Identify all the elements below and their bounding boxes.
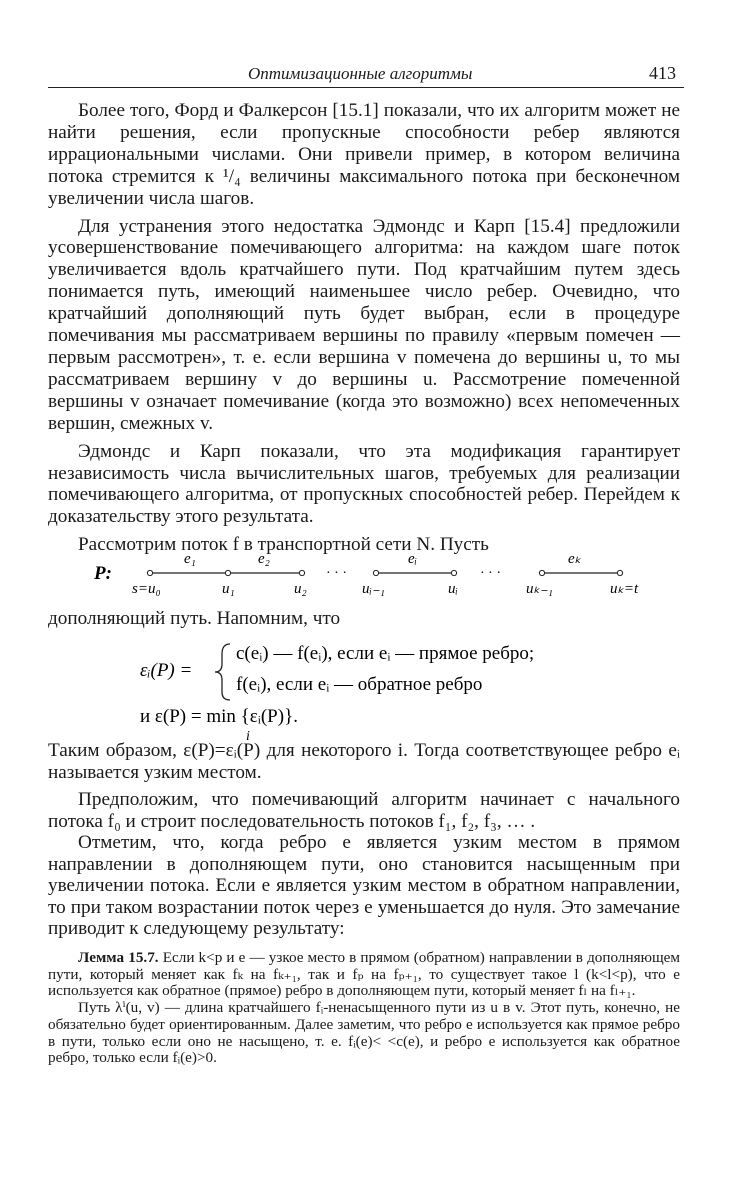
edge-label: eᵢ	[408, 551, 418, 567]
lemma-label: Лемма 15.7.	[78, 949, 159, 966]
paragraph-bottleneck: Таким образом, ε(P)=εᵢ(P) для некоторого i. Тогда соответствующее ребро eᵢ называется узким местом.	[48, 740, 680, 783]
curly-brace	[215, 644, 230, 700]
vertex-label: uₖ₋₁	[526, 581, 554, 597]
path-label: P:	[94, 563, 112, 584]
path-ellipsis: · · ·	[326, 566, 347, 581]
path-vertex	[539, 570, 544, 575]
running-header	[48, 62, 684, 88]
paragraph-observation: Отметим, что, когда ребро e является узким местом в прямом направлении в дополняющем пути, оно становится насыщенным при увеличении потока. Если e является узким местом в обратном направлении, то при таком возрастании поток через e уменьшается до нуля. Это замечание приводит к следующему результату:	[48, 832, 680, 939]
formula-min: и ε(P) = min {εᵢ(P)}.	[140, 706, 298, 727]
vertex-label: s=u₀	[132, 581, 161, 597]
paragraph-edmonds-karp: Для устранения этого недостатка Эдмондс и Карп [15.4] предложили усовершенствование помечивающего алгоритма: на каждом шаге поток увеличивается вдоль кратчайшего пути. Под кратчайшим путем здесь понимается путь, имеющий наименьшее число ребер. Очевидно, что кратчайший дополняющий путь будет выбран, если в процедуре помечивания мы рассматриваем вершины по правилу «первым помечен — первым рассмотрен», т. е. если вершина v помечена до вершины u, то мы рассматриваем вершину v до вершины u. Рассмотрение помеченной вершины v означает помечивание (когда это возможно) всех непомеченных вершин, смежных v.	[48, 215, 680, 434]
header-title: Оптимизационные алгоритмы	[248, 64, 473, 83]
formula-lhs: εᵢ(P) =	[140, 660, 193, 681]
paragraph-ford-fulkerson: Более того, Форд и Фалкерсон [15.1] показали, что их алгоритм может не найти решения, если пропускные способности ребер являются иррациональными числами. Они привели пример, в котором величина потока стремится к ¹/₄ величины максимального потока при бесконечном увеличении числа шагов.	[48, 100, 680, 209]
lemma-paragraph	[48, 950, 680, 1000]
vertex-label: uᵢ₋₁	[362, 581, 386, 597]
paragraph-modification: Эдмондс и Карп показали, что эта модификация гарантирует независимость числа вычислительных шагов, требуемых для реализации помечивающего алгоритма, от пропускных способностей ребер. Перейдем к доказательству этого результата.	[48, 440, 680, 528]
vertex-label: uₖ=t	[610, 581, 639, 597]
formula-case-forward: c(eᵢ) — f(eᵢ), если eᵢ — прямое ребро;	[236, 643, 535, 664]
edge-label: eₖ	[568, 551, 582, 567]
epsilon-formula	[140, 636, 660, 746]
lemma-text: Если k<p и e — узкое место в прямом (обратном) направлении в дополняющем пути, который меняет как fₖ на fₖ₊₁, так и fₚ на fₚ₊₁, то существует такое l (k<l<p), что e используется как обратное (прямое) ребро в дополняющем пути, который меняет fₗ на fₗ₊₁.	[48, 949, 681, 1000]
vertex-label: uᵢ	[448, 581, 458, 597]
edge-label: e₁	[184, 551, 196, 567]
lemma-block	[48, 950, 680, 1067]
header-rule	[48, 87, 684, 88]
augmenting-path-figure	[80, 543, 680, 603]
path-vertex	[225, 570, 230, 575]
path-vertex	[617, 570, 622, 575]
lower-text	[48, 740, 680, 940]
path-vertex	[299, 570, 304, 575]
formula-case-backward: f(eᵢ), если eᵢ — обратное ребро	[236, 674, 483, 695]
path-vertex	[451, 570, 456, 575]
path-ellipsis: · · ·	[480, 566, 501, 581]
main-text	[48, 100, 680, 556]
paragraph-initial-flow: Предположим, что помечивающий алгоритм начинает с начального потока f₀ и строит последовательность потоков f₁, f₂, f₃, … .	[48, 789, 680, 832]
path-vertex	[373, 570, 378, 575]
formula-min-subscript: i	[246, 729, 250, 744]
paragraph-consider-flow: Рассмотрим поток f в транспортной сети N. Пусть	[78, 534, 489, 556]
paragraph-shortest-path: Путь λⁱ(u, v) — длина кратчайшего fᵢ-ненасыщенного пути из u в v. Этот путь, конечно, не обязательно будет ориентированным. Далее заметим, что ребро e используется как прямое ребро в пути, только если оно не насыщено, т. е. fᵢ(e)< <c(e), и ребро e используется как обратное ребро, только если fᵢ(e)>0.	[48, 999, 680, 1067]
path-vertex	[147, 570, 152, 575]
vertex-label: u₂	[294, 581, 307, 597]
after-figure-text: дополняющий путь. Напомним, что	[48, 608, 341, 629]
vertex-label: u₁	[222, 581, 235, 597]
edge-label: e₂	[258, 551, 270, 567]
page-number: 413	[649, 63, 676, 83]
